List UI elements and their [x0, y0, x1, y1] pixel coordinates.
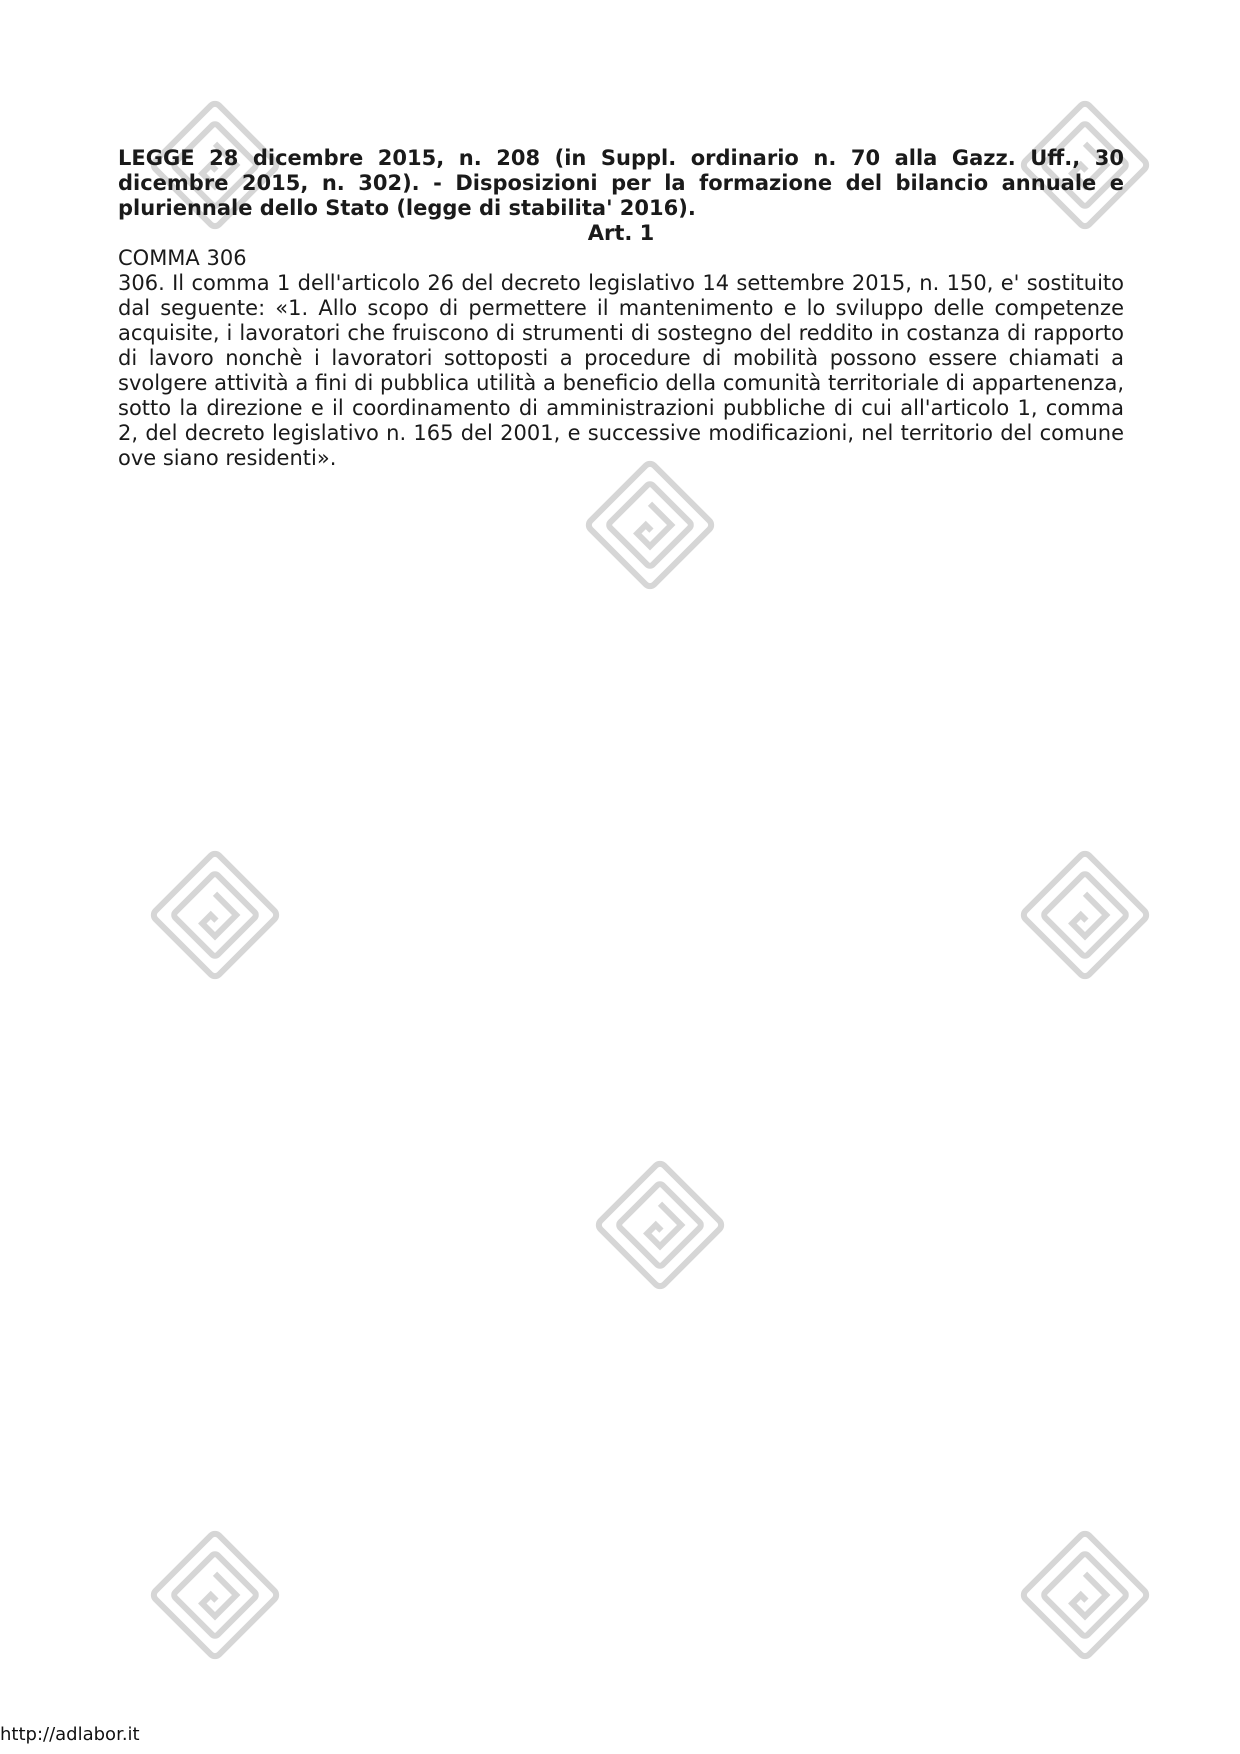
- watermark-logo-icon: [585, 1150, 735, 1300]
- article-heading: Art. 1: [587, 221, 655, 245]
- watermark-logo-icon: [1010, 1520, 1160, 1670]
- comma-label: COMMA 306: [118, 246, 247, 270]
- document-body: [118, 146, 1124, 471]
- law-title: LEGGE 28 dicembre 2015, n. 208 (in Suppl. ordinario n. 70 alla Gazz. Uff., 30 dicembre 2015, n. 302). - Disposizioni per la formazione del bilancio annuale e pluriennale dello Stato (legge di stabilita' 2016).: [118, 146, 1124, 220]
- watermark-logo-icon: [1010, 840, 1160, 990]
- watermark-logo-icon: [575, 450, 725, 600]
- watermark-logo-icon: [140, 1520, 290, 1670]
- footer-url: http://adlabor.it: [0, 1724, 140, 1745]
- watermark-logo-icon: [140, 840, 290, 990]
- comma-text: 306. Il comma 1 dell'articolo 26 del decreto legislativo 14 settembre 2015, n. 150, e' sostituito dal seguente: «1. Allo scopo di permettere il mantenimento e lo sviluppo delle competenze acquisite, i lavoratori che fruiscono di strumenti di sostegno del reddito in costanza di rapporto di lavoro nonchè i lavoratori sottoposti a procedure di mobilità possono essere chiamati a svolgere attività a fini di pubblica utilità a beneficio della comunità territoriale di appartenenza, sotto la direzione e il coordinamento di amministrazioni pubbliche di cui all'articolo 1, comma 2, del decreto legislativo n. 165 del 2001, e successive modificazioni, nel territorio del comune ove siano residenti».: [118, 271, 1124, 470]
